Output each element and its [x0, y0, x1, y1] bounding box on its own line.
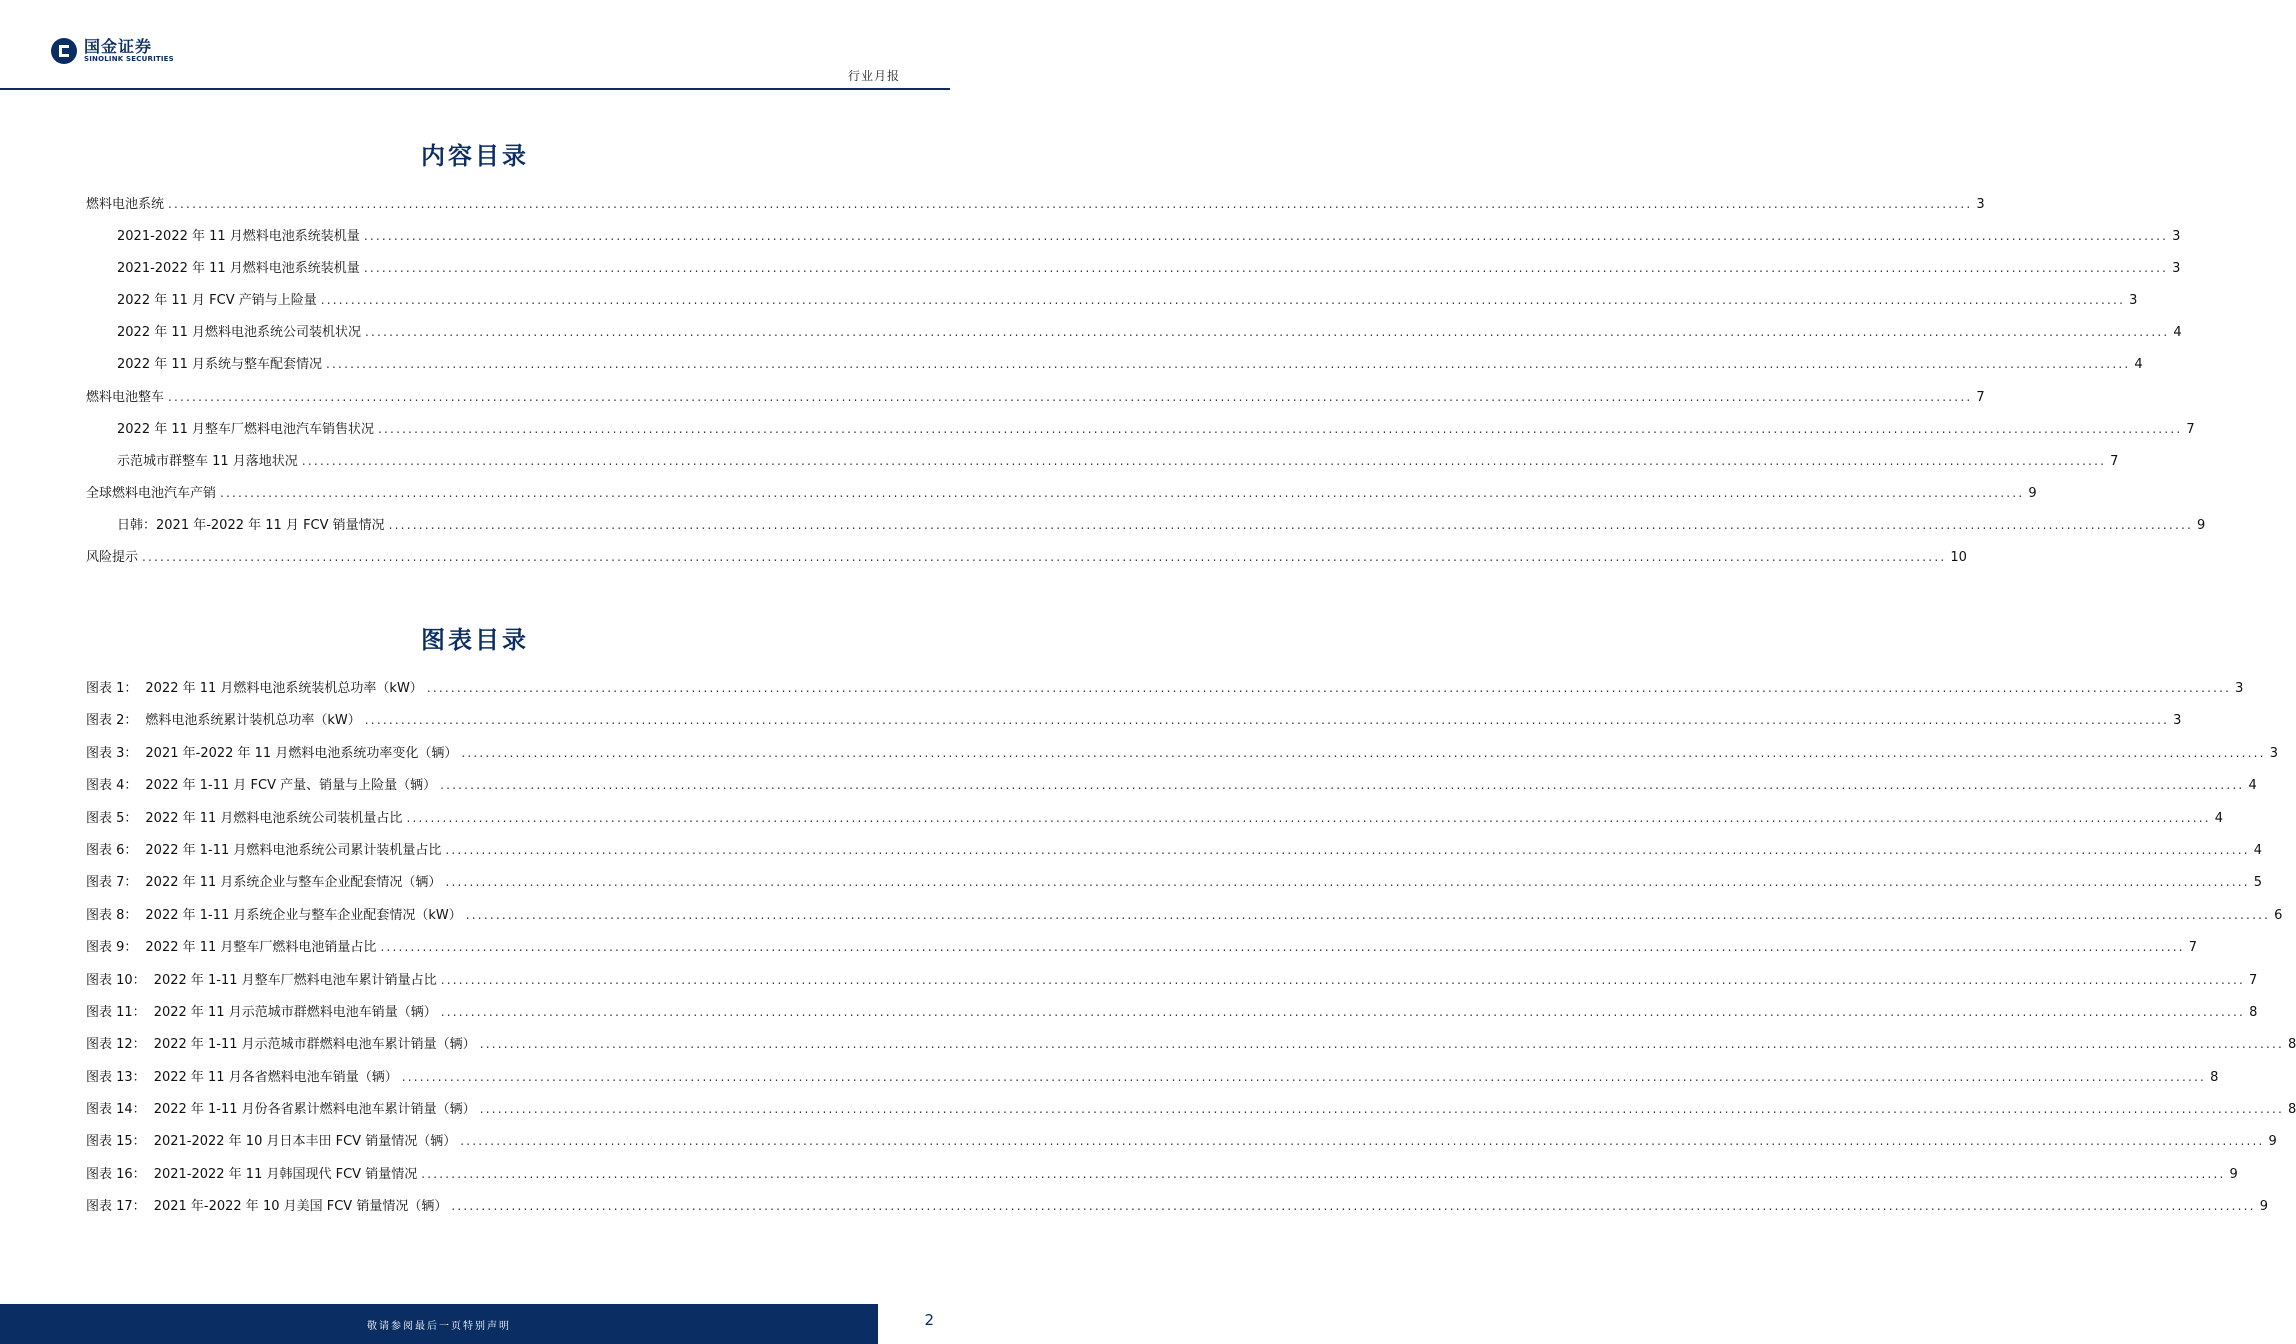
toc-entry[interactable] — [86, 517, 2206, 549]
toc-entry-label: 2022 年 11 月系统与整车配套情况 — [117, 357, 323, 373]
figure-entry[interactable] — [86, 745, 2278, 777]
toc-entry-label: 日韩：2021 年-2022 年 11 月 FCV 销量情况 — [117, 517, 385, 533]
dot-leader: ............................................................................................................................................................................................................................................................................................................ — [440, 778, 2245, 793]
page-header — [0, 0, 950, 90]
toc-entry-page: 7 — [2110, 453, 2119, 469]
figure-number: 图表 5： — [86, 810, 138, 826]
dot-leader: ............................................................................................................................................................................................................................................................................................................ — [445, 842, 2250, 857]
figure-entry-label: 2021 年-2022 年 10 月美国 FCV 销量情况（辆） — [153, 1199, 448, 1215]
toc-entry-page: 3 — [2172, 261, 2181, 277]
toc-entry-page: 10 — [1950, 550, 1967, 566]
report-type-label: 行业月报 — [847, 69, 900, 83]
disclaimer-note: 敬请参阅最后一页特别声明 — [367, 1321, 511, 1332]
figure-entry-label: 2022 年 11 月示范城市群燃料电池车销量（辆） — [153, 1004, 437, 1020]
figure-entry[interactable] — [86, 810, 2224, 842]
dot-leader: ............................................................................................................................................................................................................................................................................................................ — [380, 940, 2185, 955]
figure-entry-label: 2022 年 1-11 月份各省累计燃料电池车累计销量（辆） — [153, 1102, 476, 1118]
figure-entry[interactable] — [86, 712, 2182, 744]
toc-entry-label: 2022 年 11 月燃料电池系统公司装机状况 — [117, 325, 362, 341]
figure-entry-page: 7 — [2249, 972, 2258, 988]
page-number: 2 — [924, 1311, 934, 1329]
figure-entry-label: 2022 年 1-11 月示范城市群燃料电池车累计销量（辆） — [153, 1037, 476, 1053]
dot-leader: ............................................................................................................................................................................................................................................................................................................ — [479, 1037, 2285, 1052]
dot-leader: ............................................................................................................................................................................................................................................................................................................ — [378, 421, 2183, 436]
figure-entry-page: 4 — [2248, 778, 2257, 794]
figure-entry-label: 2021-2022 年 10 月日本丰田 FCV 销量情况（辆） — [153, 1134, 457, 1150]
dot-leader: ............................................................................................................................................................................................................................................................................................................ — [320, 293, 2126, 308]
brand-logo-icon — [50, 37, 78, 65]
dot-leader: ............................................................................................................................................................................................................................................................................................................ — [445, 875, 2250, 890]
toc-entry-label: 燃料电池系统 — [86, 197, 165, 212]
figure-entry-page: 8 — [2288, 1037, 2296, 1053]
dot-leader: ............................................................................................................................................................................................................................................................................................................ — [326, 357, 2131, 372]
toc-entry-page: 4 — [2134, 357, 2143, 373]
figure-entry-label: 2022 年 11 月系统企业与整车企业配套情况（辆） — [145, 875, 442, 891]
figure-entry-label: 2022 年 11 月整车厂燃料电池销量占比 — [145, 940, 377, 956]
dot-leader: ............................................................................................................................................................................................................................................................................................................ — [220, 485, 2025, 500]
figure-entry-label: 2021 年-2022 年 11 月燃料电池系统功率变化（辆） — [145, 745, 458, 761]
header-divider — [0, 88, 950, 90]
figure-entry[interactable] — [86, 874, 2263, 906]
toc-entry-label: 示范城市群整车 11 月落地状况 — [117, 453, 298, 469]
figure-entry-label: 2022 年 11 月燃料电池系统公司装机量占比 — [145, 810, 403, 826]
figure-entry[interactable] — [86, 1166, 2238, 1198]
figure-entry-label: 2021-2022 年 11 月韩国现代 FCV 销量情况 — [153, 1166, 418, 1182]
figure-entry[interactable] — [86, 972, 2258, 1004]
figure-number: 图表 16： — [86, 1166, 146, 1182]
dot-leader: ............................................................................................................................................................................................................................................................................................................ — [363, 229, 2169, 244]
figure-number: 图表 12： — [86, 1037, 146, 1053]
figure-number: 图表 9： — [86, 940, 138, 956]
figure-number: 图表 2： — [86, 713, 138, 729]
toc-entry[interactable] — [86, 485, 2037, 517]
toc-entry-page: 7 — [2186, 421, 2195, 437]
figure-entry-page: 7 — [2188, 940, 2198, 956]
figure-number: 图表 13： — [86, 1069, 146, 1085]
figures-title: 图表目录 — [421, 625, 529, 654]
dot-leader: ............................................................................................................................................................................................................................................................................................................ — [451, 1199, 2256, 1214]
toc-entry-label: 2021-2022 年 11 月燃料电池系统装机量 — [117, 261, 360, 277]
figure-entry-label: 2022 年 1-11 月整车厂燃料电池车累计销量占比 — [153, 972, 437, 988]
figure-entry[interactable] — [86, 777, 2257, 809]
figure-entry[interactable] — [86, 1069, 2219, 1101]
figures-list — [86, 680, 2296, 1231]
figure-number: 图表 3： — [86, 745, 138, 761]
figure-entry-page: 3 — [2269, 745, 2278, 761]
figure-entry-page: 8 — [2210, 1069, 2219, 1085]
figure-entry-label: 2022 年 11 月燃料电池系统装机总功率（kW） — [145, 681, 423, 696]
dot-leader: ............................................................................................................................................................................................................................................................................................................ — [440, 972, 2246, 987]
dot-leader: ............................................................................................................................................................................................................................................................................................................ — [461, 745, 2266, 760]
figure-entry-page: 9 — [2259, 1199, 2268, 1215]
figure-number: 图表 10： — [86, 972, 146, 988]
figure-entry[interactable] — [86, 680, 2244, 712]
dot-leader: ............................................................................................................................................................................................................................................................................................................ — [421, 1166, 2226, 1181]
toc-entry-label: 2022 年 11 月 FCV 产销与上险量 — [117, 293, 317, 309]
toc-entry-label: 2022 年 11 月整车厂燃料电池汽车销售状况 — [117, 421, 375, 437]
dot-leader: ............................................................................................................................................................................................................................................................................................................ — [426, 681, 2232, 695]
figure-entry-page: 5 — [2253, 875, 2263, 891]
figure-entry-page: 3 — [2235, 681, 2244, 696]
dot-leader: ............................................................................................................................................................................................................................................................................................................ — [363, 261, 2169, 276]
toc-entry[interactable] — [86, 453, 2119, 485]
figure-entry[interactable] — [86, 907, 2283, 939]
figure-entry-page: 9 — [2268, 1134, 2277, 1150]
toc-entry-page: 9 — [2028, 485, 2037, 501]
dot-leader: ............................................................................................................................................................................................................................................................................................................ — [401, 1069, 2207, 1084]
toc-entry-label: 全球燃料电池汽车产销 — [86, 485, 217, 501]
figure-entry[interactable] — [86, 1101, 2296, 1133]
toc-entry-page: 4 — [2173, 325, 2182, 341]
figure-entry-page: 8 — [2249, 1004, 2258, 1020]
toc-entry[interactable] — [86, 389, 1985, 421]
figure-entry[interactable] — [86, 1004, 2258, 1036]
dot-leader: ............................................................................................................................................................................................................................................................................................................ — [406, 810, 2211, 825]
figure-entry-page: 4 — [2214, 810, 2224, 826]
toc-entry-label: 风险提示 — [86, 550, 139, 566]
toc-entry-page: 9 — [2197, 517, 2206, 533]
dot-leader: ............................................................................................................................................................................................................................................................................................................ — [168, 197, 1973, 211]
figure-number: 图表 11： — [86, 1004, 146, 1020]
figure-entry[interactable] — [86, 1198, 2268, 1230]
toc-entry[interactable] — [86, 292, 2138, 324]
toc-entry[interactable] — [86, 356, 2143, 388]
figure-entry[interactable] — [86, 1036, 2296, 1068]
toc-entry[interactable] — [86, 324, 2182, 356]
figure-number: 图表 8： — [86, 907, 138, 923]
toc-entry-page: 3 — [2172, 229, 2181, 245]
figure-entry-page: 6 — [2274, 907, 2283, 923]
figure-entry-label: 燃料电池系统累计装机总功率（kW） — [145, 713, 361, 729]
figure-number: 图表 7： — [86, 875, 138, 891]
dot-leader: ............................................................................................................................................................................................................................................................................................................ — [440, 1004, 2246, 1019]
figure-number: 图表 17： — [86, 1199, 146, 1215]
dot-leader: ............................................................................................................................................................................................................................................................................................................ — [388, 517, 2193, 532]
figure-entry-label: 2022 年 1-11 月系统企业与整车企业配套情况（kW） — [145, 907, 462, 923]
toc-entry-page: 7 — [1976, 389, 1985, 405]
dot-leader: ............................................................................................................................................................................................................................................................................................................ — [465, 907, 2271, 922]
figure-entry-page: 3 — [2173, 713, 2182, 729]
dot-leader: ............................................................................................................................................................................................................................................................................................................ — [364, 713, 2170, 728]
contents-title: 内容目录 — [421, 141, 529, 170]
toc-entry[interactable] — [86, 421, 2195, 453]
figure-number: 图表 14： — [86, 1102, 146, 1118]
toc-entry-page: 3 — [1976, 197, 1985, 212]
figure-entry-label: 2022 年 1-11 月燃料电池系统公司累计装机量占比 — [145, 842, 442, 858]
figure-number: 图表 4： — [86, 778, 138, 794]
figure-entry-label: 2022 年 1-11 月 FCV 产量、销量与上险量（辆） — [145, 778, 437, 794]
figure-entry-page: 9 — [2229, 1166, 2238, 1182]
toc-entry[interactable] — [86, 228, 2181, 260]
figure-entry[interactable] — [86, 1133, 2277, 1165]
toc-entry-label: 2021-2022 年 11 月燃料电池系统装机量 — [117, 229, 360, 245]
figure-entry-label: 2022 年 11 月各省燃料电池车销量（辆） — [153, 1069, 398, 1085]
figure-number: 图表 6： — [86, 842, 138, 858]
figure-entry-page: 4 — [2253, 842, 2263, 858]
dot-leader: ............................................................................................................................................................................................................................................................................................................ — [365, 325, 2170, 340]
contents-list — [86, 196, 2206, 581]
figure-entry[interactable] — [86, 842, 2263, 874]
toc-entry[interactable] — [86, 549, 1967, 581]
toc-entry-label: 燃料电池整车 — [86, 389, 165, 405]
figure-number: 图表 15： — [86, 1134, 146, 1150]
figure-number: 图表 1： — [86, 681, 138, 696]
figure-entry-page: 8 — [2288, 1102, 2296, 1118]
dot-leader: ............................................................................................................................................................................................................................................................................................................ — [301, 453, 2107, 468]
figure-entry[interactable] — [86, 939, 2198, 971]
toc-entry[interactable] — [86, 196, 1985, 228]
brand-name-en: SINOLINK SECURITIES — [84, 55, 174, 63]
dot-leader: ............................................................................................................................................................................................................................................................................................................ — [479, 1102, 2285, 1117]
dot-leader: ............................................................................................................................................................................................................................................................................................................ — [168, 389, 1973, 404]
brand-logo — [50, 37, 174, 65]
dot-leader: ............................................................................................................................................................................................................................................................................................................ — [142, 550, 1947, 565]
dot-leader: ............................................................................................................................................................................................................................................................................................................ — [460, 1134, 2265, 1149]
toc-entry-page: 3 — [2129, 293, 2138, 309]
toc-entry[interactable] — [86, 260, 2181, 292]
brand-name-cn: 国金证券 — [84, 37, 153, 56]
